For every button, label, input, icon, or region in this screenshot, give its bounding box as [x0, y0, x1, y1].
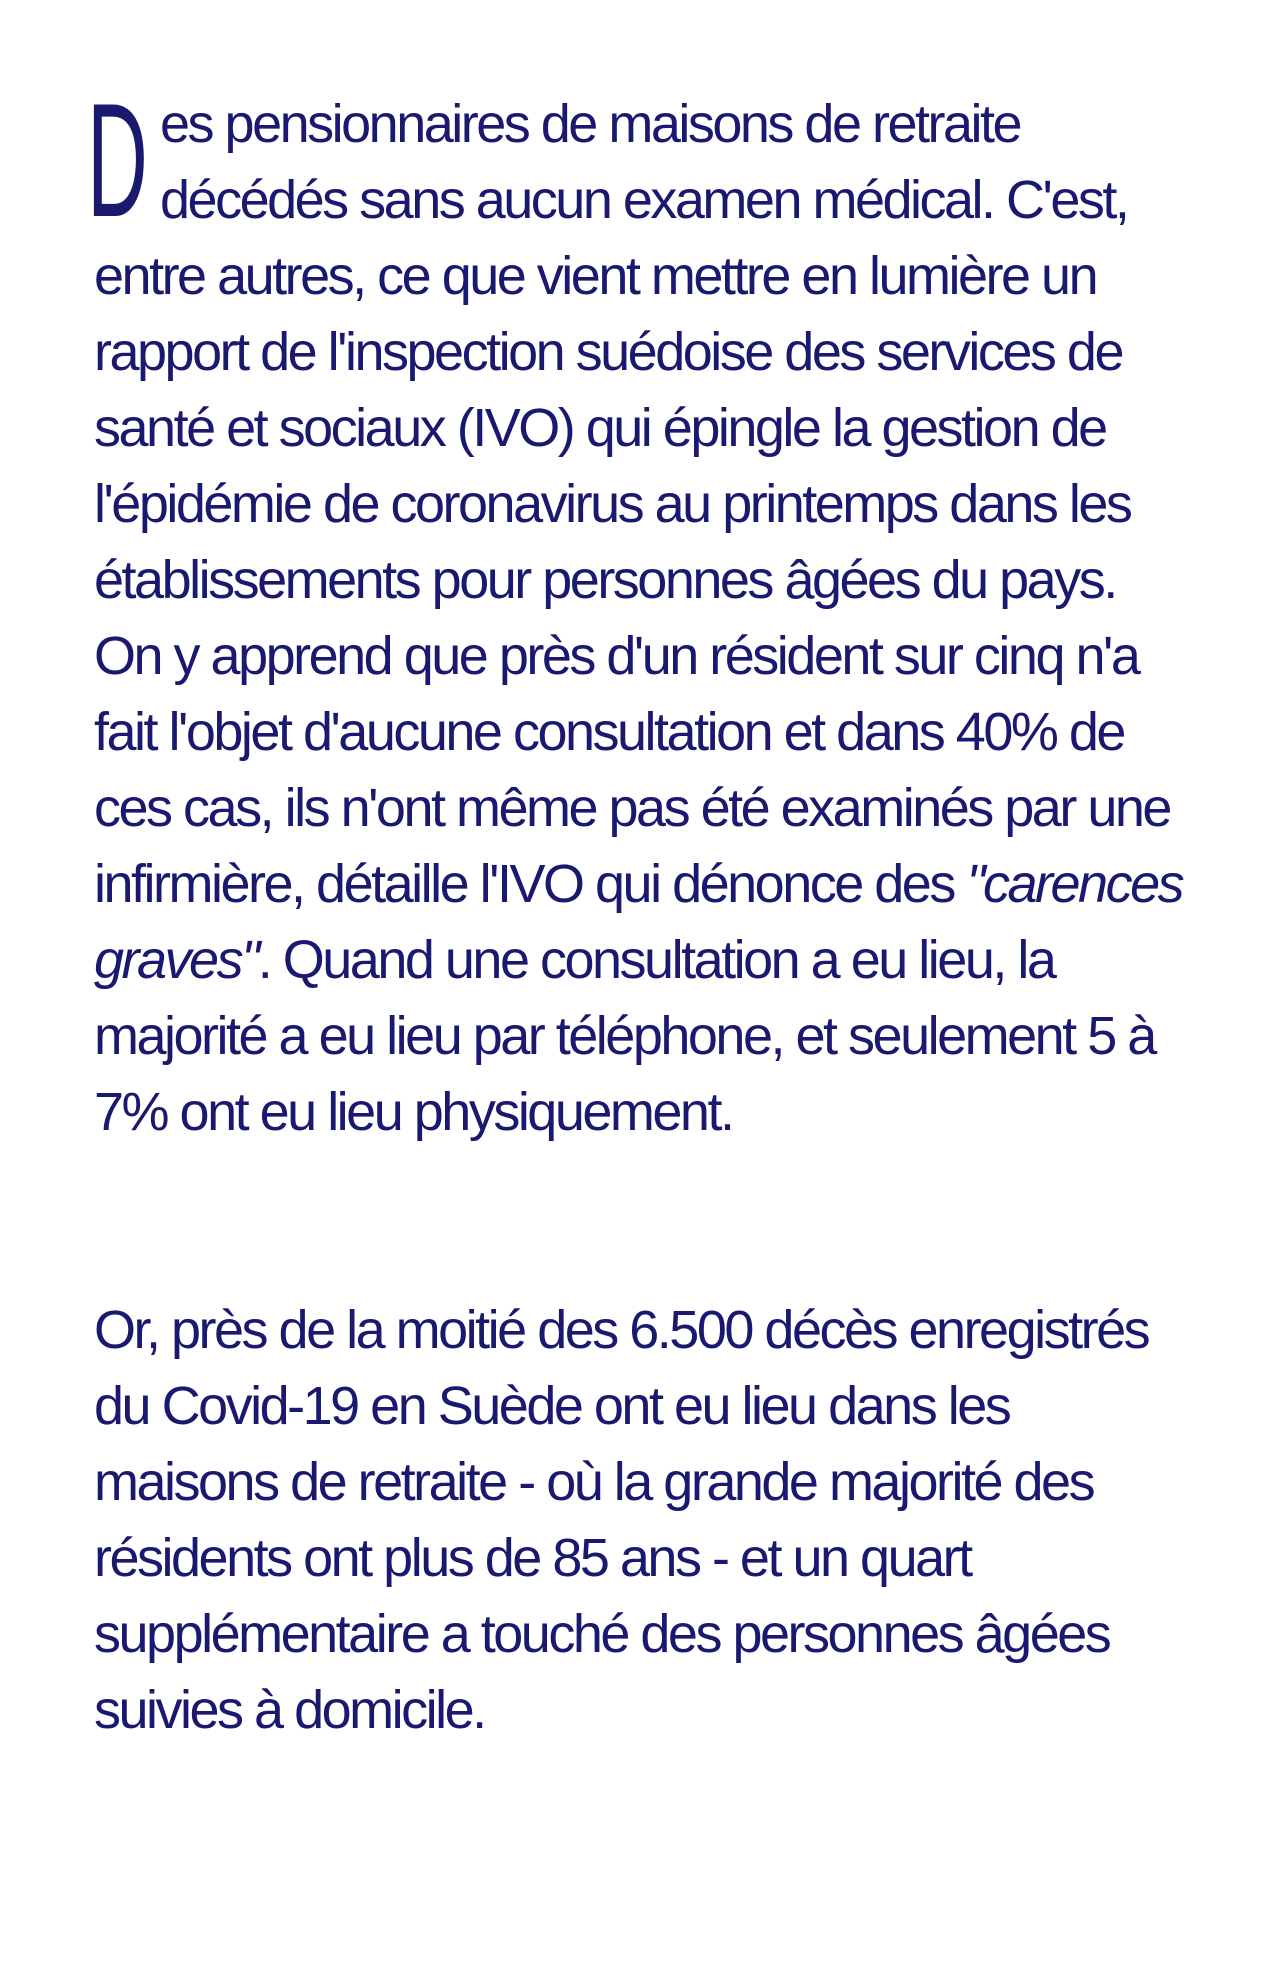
- text-segment: . Quand une consultation a eu lieu, la majorité a eu lieu par téléphone, et seulement 5 à 7% ont eu lieu physiquement.: [94, 930, 1155, 1142]
- text-segment: es pensionnaires de maisons de retraite décédés sans aucun examen médical. C'est, entre autres, ce que vient mettre en lumière un rapport de l'inspection suédoise des services de santé et sociaux (IVO) qui épingle la gestion de l'épidémie de coronavirus au printemps dans les établissements pour personnes âgées du pays. On y apprend que près d'un résident sur cinq n'a fait l'objet d'aucune consultation et dans 40% de ces cas, ils n'ont même pas été examinés par une infirmière, détaille l'IVO qui dénonce des: [94, 94, 1170, 914]
- text-segment: Or, près de la moitié des 6.500 décès enregistrés du Covid-19 en Suède ont eu lieu dans les maisons de retraite - où la grande majorité des résidents ont plus de 85 ans - et un quart supplémentaire a touché des personnes âgées suivies à domicile.: [94, 1300, 1149, 1740]
- article-paragraph-lead: [87, 70, 1190, 1150]
- dropcap-letter: D: [87, 70, 148, 251]
- article-paragraph: [94, 1292, 1190, 1748]
- quoted-italic-segment: "carences graves": [94, 854, 1183, 990]
